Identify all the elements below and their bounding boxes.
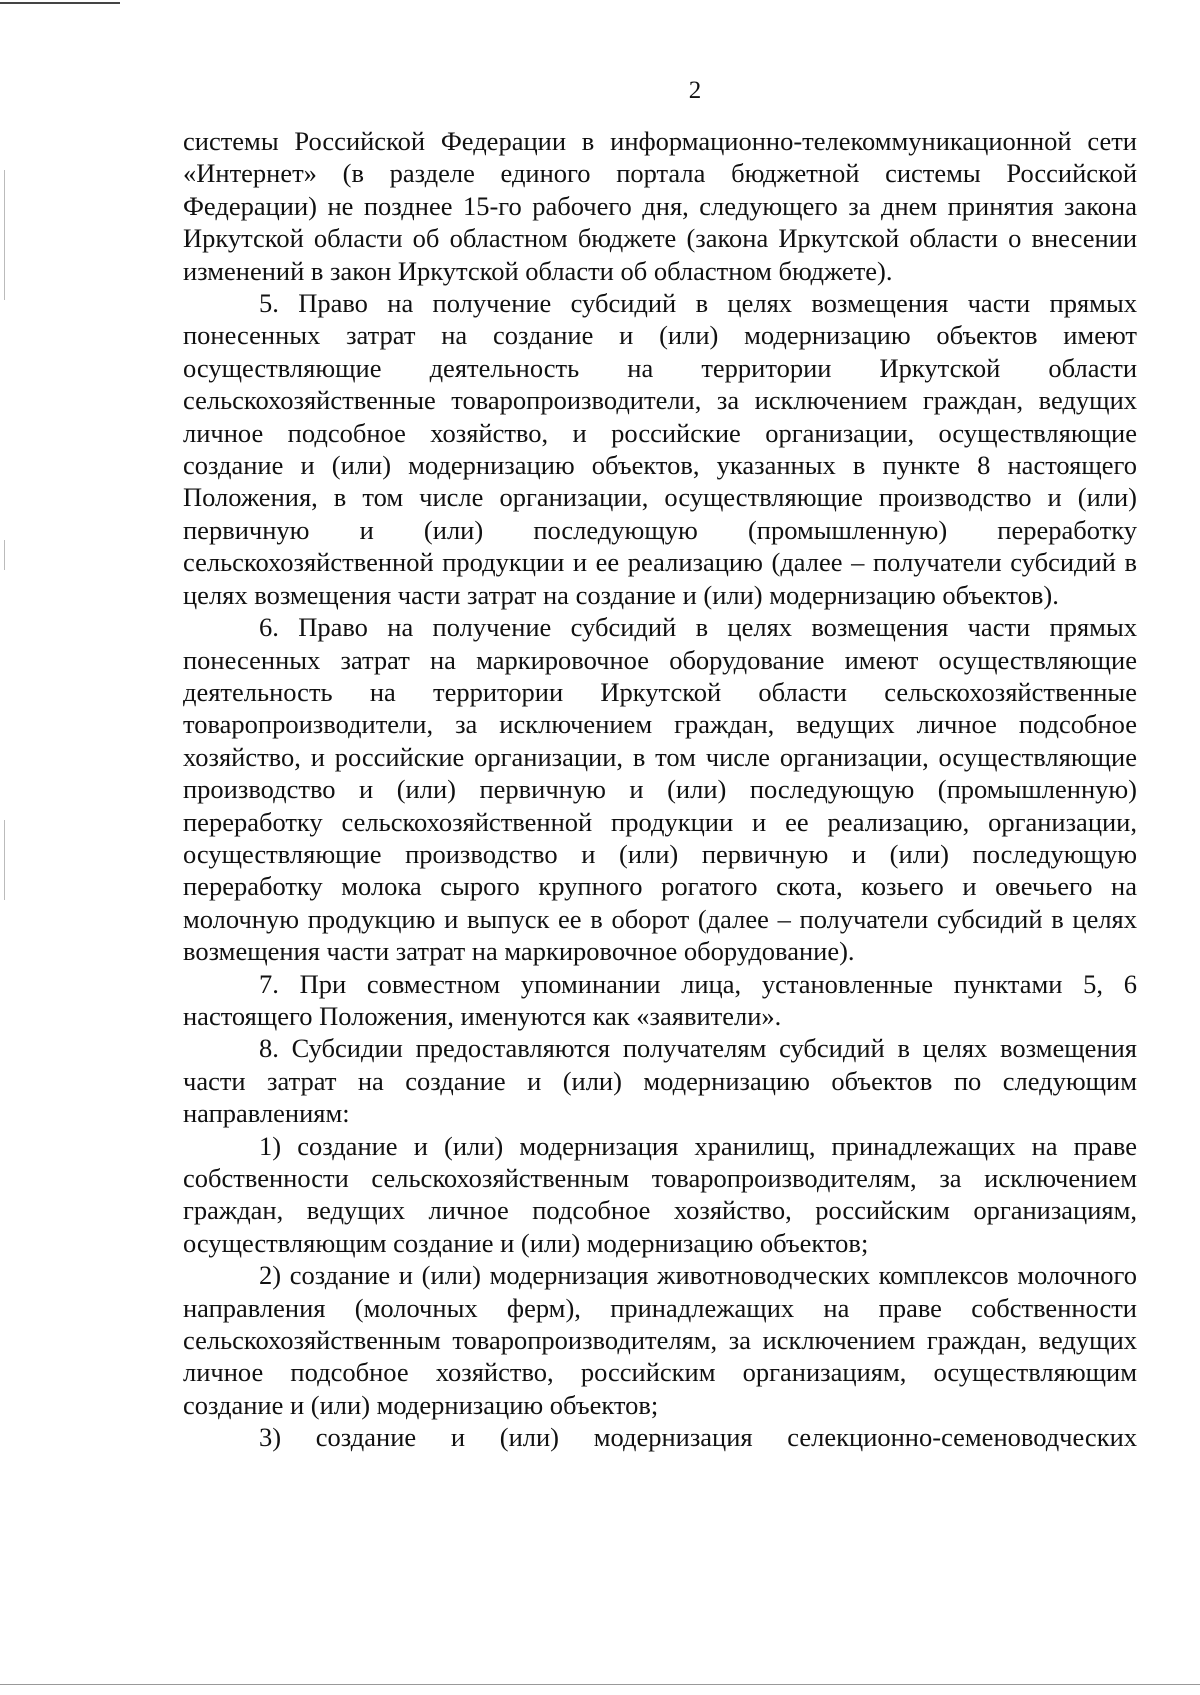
- scan-edge-top: [0, 2, 120, 4]
- paragraph-continuation: системы Российской Федерации в информационно-телекоммуникационной сети «Интернет» (в разделе единого портала бюджетной системы Российской Федерации) не позднее 15-го рабочего дня, следующего за днем принятия закона Иркутской области об областном бюджете (закона Иркутской области о внесении изменений в закон Иркутской области об областном бюджете).: [183, 126, 1137, 286]
- scan-edge-left-mark: [4, 170, 5, 300]
- paragraph-item-7: 7. При совместном упоминании лица, установленные пунктами 5, 6 настоящего Положения, именуются как «заявители».: [183, 968, 1137, 1031]
- scan-edge-bottom: [0, 1684, 1200, 1685]
- paragraph-item-5: 5. Право на получение субсидий в целях возмещения части прямых понесенных затрат на создание и (или) модернизацию объектов имеют осуществляющие деятельность на территории Иркутской области сельскохозяйственные товаропроизводители, за исключением граждан, ведущих личное подсобное хозяйство, и российские организации, осуществляющие создание и (или) модернизацию объектов, указанных в пункте 8 настоящего Положения, в том числе организации, осуществляющие производство и (или) первичную и (или) последующую (промышленную) переработку сельскохозяйственной продукции и ее реализацию (далее – получатели субсидий в целях возмещения части затрат на создание и (или) модернизацию объектов).: [183, 288, 1137, 610]
- document-body: [183, 125, 1137, 1454]
- page-number: 2: [688, 77, 702, 104]
- scan-edge-left-mark: [4, 820, 5, 900]
- subitem-2: 2) создание и (или) модернизация животноводческих комплексов молочного направления (молочных ферм), принадлежащих на праве собственности сельскохозяйственным товаропроизводителям, за исключением граждан, ведущих личное подсобное хозяйство, российским организациям, осуществляющим создание и (или) модернизацию объектов;: [183, 1260, 1137, 1420]
- subitem-1: 1) создание и (или) модернизация хранилищ, принадлежащих на праве собственности сельскохозяйственным товаропроизводителям, за исключением граждан, ведущих личное подсобное хозяйство, российским организациям, осуществляющим создание и (или) модернизацию объектов;: [183, 1130, 1137, 1258]
- scan-edge-left-mark: [4, 540, 5, 570]
- paragraph-item-6: 6. Право на получение субсидий в целях возмещения части прямых понесенных затрат на маркировочное оборудование имеют осуществляющие деятельность на территории Иркутской области сельскохозяйственные товаропроизводители, за исключением граждан, ведущих личное подсобное хозяйство, и российские организации, в том числе организации, осуществляющие производство и (или) первичную и (или) последующую (промышленную) переработку сельскохозяйственной продукции и ее реализацию, организации, осуществляющие производство и (или) первичную и (или) последующую переработку молока сырого крупного рогатого скота, козьего и овечьего на молочную продукцию и выпуск ее в оборот (далее – получатели субсидий в целях возмещения части затрат на маркировочное оборудование).: [183, 612, 1137, 967]
- paragraph-item-8: 8. Субсидии предоставляются получателям субсидий в целях возмещения части затрат на создание и (или) модернизацию объектов по следующим направлениям:: [183, 1033, 1137, 1129]
- subitem-3: 3) создание и (или) модернизация селекционно-семеноводческих: [259, 1422, 1137, 1453]
